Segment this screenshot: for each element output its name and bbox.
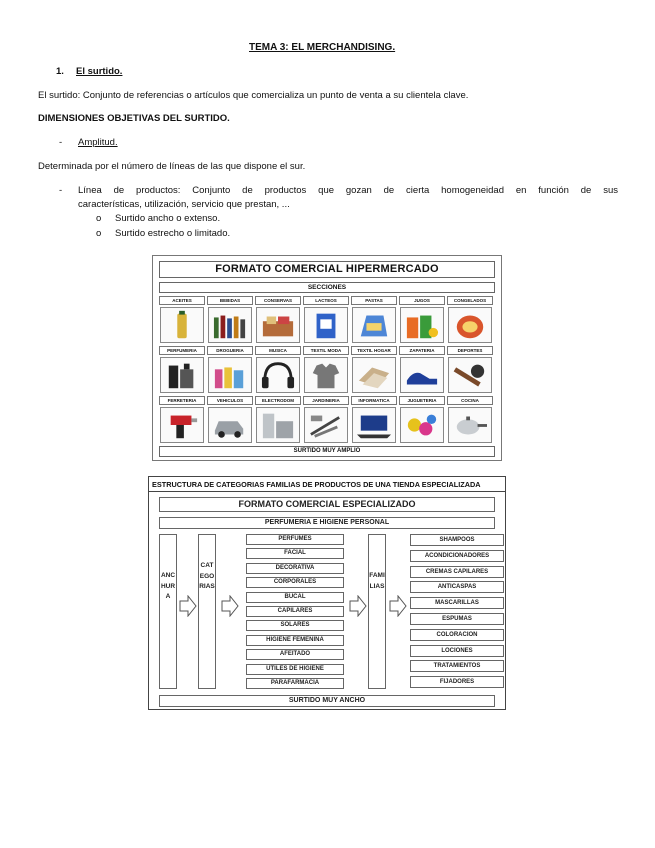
fig1-section-label: MUSICA — [255, 346, 301, 355]
fig1-section-label: PASTAS — [351, 296, 397, 305]
fig1-product-image — [400, 357, 444, 393]
fig1-section-label: TEXTIL HOGAR — [351, 346, 397, 355]
fig2-familia-item: COLORACION — [410, 629, 504, 641]
fig1-product-image — [304, 357, 348, 393]
fig1-secciones: SECCIONES — [159, 282, 495, 293]
circle-bullet: o — [96, 213, 102, 224]
sub-item-ancho: Surtido ancho o extenso. — [115, 213, 221, 224]
fig2-categoria-item: PERFUMES — [246, 534, 344, 545]
fig1-product-image — [400, 407, 444, 443]
fig1-section-label: COCINA — [447, 396, 493, 405]
fig2-categoria-item: HIGIENE FEMENINA — [246, 635, 344, 646]
dash-bullet: - — [59, 185, 63, 196]
fig2-categoria-item: CAPILARES — [246, 606, 344, 617]
fig1-product-image — [448, 357, 492, 393]
fig1-product-image — [160, 357, 204, 393]
circle-bullet: o — [96, 228, 102, 239]
fig2-categoria-item: SOLARES — [246, 620, 344, 631]
fig2-categoria-item: FACIAL — [246, 548, 344, 559]
page-title: TEMA 3: EL MERCHANDISING. — [249, 42, 396, 53]
fig1-section-label: INFORMATICA — [351, 396, 397, 405]
hipermercado-figure — [152, 255, 502, 461]
fig1-section-label: JUGOS — [399, 296, 445, 305]
fig1-section-label: JARDINERIA — [303, 396, 349, 405]
fig1-section-label: FERRETERIA — [159, 396, 205, 405]
fig2-categoria-item: PARAFARMACIA — [246, 678, 344, 689]
dimensions-heading: DIMENSIONES OBJETIVAS DEL SURTIDO. — [38, 113, 230, 124]
categorias-figure — [148, 476, 506, 710]
fig1-product-image — [256, 307, 300, 343]
fig2-categoria-item: AFEITADO — [246, 649, 344, 660]
fig2-familia-item: LOCIONES — [410, 645, 504, 657]
fig1-product-image — [352, 407, 396, 443]
amplitud-label: Amplitud. — [78, 137, 118, 148]
fig1-section-label: ELECTRODOM — [255, 396, 301, 405]
fig1-section-label: DEPORTES — [447, 346, 493, 355]
definition-text: El surtido: Conjunto de referencias o artículos que comercializa un punto de venta a su clientela clave. — [38, 90, 469, 101]
section-number: 1. — [56, 66, 64, 77]
fig1-product-image — [208, 407, 252, 443]
fig2-categoria-item: CORPORALES — [246, 577, 344, 588]
fig1-footer: SURTIDO MUY AMPLIO — [159, 446, 495, 457]
fig2-familia-item: ACONDICIONADORES — [410, 550, 504, 562]
fig1-product-image — [448, 407, 492, 443]
fig1-product-image — [208, 307, 252, 343]
fig2-anchura: ANCHURA — [159, 534, 177, 689]
right-arrow-icon — [389, 595, 407, 617]
fig2-familia-item: MASCARILLAS — [410, 597, 504, 609]
linea-text-line1: Línea de productos: Conjunto de productos que gozan de cierta homogeneidad en función de sus — [78, 185, 618, 196]
fig1-section-label: BEBIDAS — [207, 296, 253, 305]
dash-bullet: - — [59, 137, 63, 148]
fig2-familias-label: FAMILIAS — [368, 534, 386, 689]
fig1-product-image — [208, 357, 252, 393]
fig1-section-label: ACEITES — [159, 296, 205, 305]
fig2-categorias-label: CATEGORIAS — [198, 534, 216, 689]
fig1-section-label: ZAPATERIA — [399, 346, 445, 355]
right-arrow-icon — [349, 595, 367, 617]
fig1-product-image — [400, 307, 444, 343]
fig1-section-label: VEHICULOS — [207, 396, 253, 405]
fig1-product-image — [352, 307, 396, 343]
fig1-section-label: TEXTIL MODA — [303, 346, 349, 355]
right-arrow-icon — [179, 595, 197, 617]
fig1-section-label: CONSERVAS — [255, 296, 301, 305]
fig1-title: FORMATO COMERCIAL HIPERMERCADO — [159, 261, 495, 278]
fig1-product-image — [160, 407, 204, 443]
fig1-section-label: LACTEOS — [303, 296, 349, 305]
fig1-product-image — [256, 357, 300, 393]
fig1-product-image — [304, 307, 348, 343]
fig1-section-label: PERFUMERIA — [159, 346, 205, 355]
fig2-seccion: PERFUMERIA E HIGIENE PERSONAL — [159, 517, 495, 529]
fig1-section-label: DROGUERIA — [207, 346, 253, 355]
fig1-section-label: CONGELADOS — [447, 296, 493, 305]
fig2-categoria-item: DECORATIVA — [246, 563, 344, 574]
sub-item-estrecho: Surtido estrecho o limitado. — [115, 228, 231, 239]
fig2-familia-item: FIJADORES — [410, 676, 504, 688]
fig2-footer: SURTIDO MUY ANCHO — [159, 695, 495, 707]
determinada-text: Determinada por el número de líneas de las que dispone el sur. — [38, 161, 306, 172]
fig2-familia-item: CREMAS CAPILARES — [410, 566, 504, 578]
fig1-product-image — [304, 407, 348, 443]
fig2-familia-item: ANTICASPAS — [410, 581, 504, 593]
fig2-title: ESTRUCTURA DE CATEGORIAS FAMILIAS DE PRODUCTOS DE UNA TIENDA ESPECIALIZADA — [149, 477, 505, 492]
fig1-product-image — [448, 307, 492, 343]
right-arrow-icon — [221, 595, 239, 617]
fig1-product-image — [352, 357, 396, 393]
fig2-familia-item: SHAMPOOS — [410, 534, 504, 546]
fig2-formato: FORMATO COMERCIAL ESPECIALIZADO — [159, 497, 495, 512]
linea-text-line2: características, utilización, servicio que prestan, ... — [78, 199, 290, 210]
section-title: El surtido. — [76, 66, 123, 77]
fig1-section-label: JUGUETERIA — [399, 396, 445, 405]
fig1-product-image — [256, 407, 300, 443]
fig2-categoria-item: BUCAL — [246, 592, 344, 603]
fig2-categoria-item: UTILES DE HIGIENE — [246, 664, 344, 675]
fig1-product-image — [160, 307, 204, 343]
fig2-familia-item: TRATAMIENTOS — [410, 660, 504, 672]
fig2-familia-item: ESPUMAS — [410, 613, 504, 625]
